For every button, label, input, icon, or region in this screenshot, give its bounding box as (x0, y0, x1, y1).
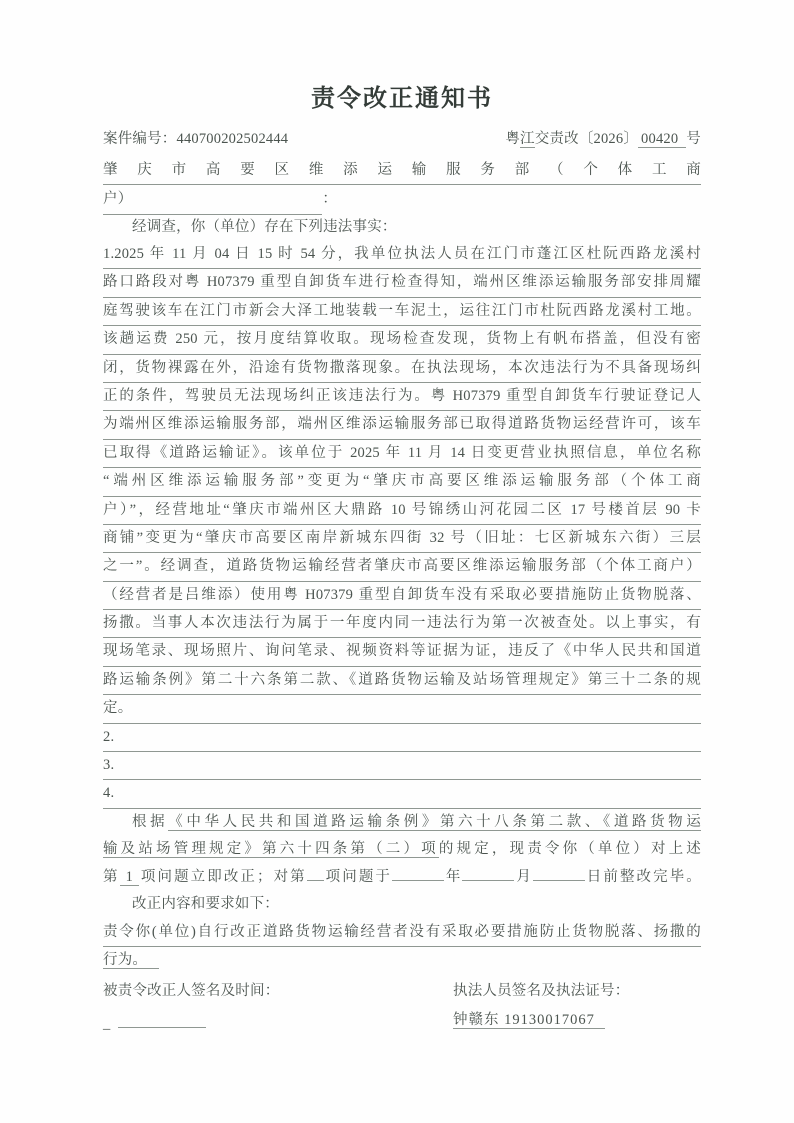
intro-paragraph: 经调查，你（单位）存在下列违法事实： (132, 219, 397, 235)
fact-line: 该趟运费 250 元，按月度结算收取。现场检查发现，货物上有帆布搭盖，但没有密 (103, 326, 701, 354)
case-number-value: 440700202502444 (176, 131, 289, 147)
fact-line: 为端州区维添运输服务部，端州区维添运输服务部已取得道路货物运经营许可，该车 (103, 411, 701, 439)
doc-number-serial: 00420 (638, 131, 686, 148)
officer-signature (453, 1005, 701, 1035)
doc-number-suffix: 号 (686, 131, 701, 147)
legal-after-citation: 的规定，现责令你（单位）对上述 (438, 841, 701, 858)
fact-line: 1.2025 年 11 月 04 日 15 时 54 分，我单位执法人员在江门市蓬江区杜阮西路龙溪村 (103, 241, 701, 269)
fact-line: 扬撒。当事人本次违法行为属于一年度内同一违法行为第一次被查处。以上事实，有 (103, 610, 701, 638)
fact-line: 路运输条例》第二十六条第二款、《道路货物运输及站场管理规定》第三十二条的规 (103, 667, 701, 695)
recipient-name-continuation: 户） (103, 191, 133, 207)
recipient-blank-line (132, 202, 322, 203)
fact-line: 闭，货物裸露在外，沿途有货物撒落现象。在执法现场，本次违法行为不具备现场纠 (103, 355, 701, 383)
case-number-label: 案件编号： (103, 131, 177, 147)
document-content (103, 84, 701, 1035)
order-seg1: 第 (103, 868, 120, 885)
blank-year-field (392, 867, 444, 881)
signature-mark: _ (103, 1015, 111, 1032)
fact-line: 商铺”变更为“肇庆市高要区南岸新城东四街 32 号（旧址：七区新城东六街）三层 (103, 525, 701, 553)
legal-basis-line2 (103, 836, 701, 864)
legal-citation-part2: 输及站场管理规定》第六十四条第（二）项 (103, 841, 439, 858)
fact-line: 已取得《道路运输证》。该单位于 2025 年 11 月 14 日变更营业执照信息，单位名称 (103, 440, 701, 468)
correction-content-line1: 责令你(单位)自行改正道路货物运输经营者没有采取必要措施防止货物脱落、扬撒的 (103, 919, 701, 947)
officer-signature-label: 执法人员签名及执法证号： (453, 982, 630, 999)
empty-item-3: 3. (103, 752, 701, 780)
legal-basis-line1 (103, 809, 701, 837)
year-label: 年 (443, 868, 463, 885)
correction-content-end: 行为。 (103, 952, 159, 969)
correction-content-line2 (103, 947, 701, 975)
fact-line: 户）”，经营地址“肇庆市端州区大鼎路 10 号锦绣山河花园二区 17 号楼首层 90 卡 (103, 497, 701, 525)
recipient-name-line1: 肇庆市高要区维添运输服务部（个体工商 (103, 156, 701, 185)
fact-line: 正的条件，驾驶员无法现场纠正该违法行为。粤 H07379 重型自卸货车行驶证登记人 (103, 383, 701, 411)
recipient-colon: ： (322, 191, 338, 207)
doc-number-mid: 交责改〔2026〕 (534, 131, 639, 147)
correction-heading: 改正内容和要求如下： (132, 896, 279, 913)
order-seg3: 项问题于 (323, 868, 392, 885)
recipient-name-line2 (103, 185, 701, 214)
corrected-party-signature-line (103, 1014, 453, 1034)
fact-line: （经营者是吕维添）使用粤 H07379 重型自卸货车没有采取必要措施防止货物脱落、 (103, 582, 701, 610)
fact-line: 庭驾驶该车在江门市新会大泽工地装载一车泥土，运往江门市杜阮西路龙溪村工地。 (103, 298, 701, 326)
fact-line: 定。 (103, 695, 701, 723)
fact-line: 路口路段对粤 H07379 重型自卸货车进行检查得知，端州区维添运输服务部安排周耀 (103, 269, 701, 297)
document-title: 责令改正通知书 (311, 86, 493, 112)
blank-item-field (307, 867, 324, 881)
legal-prefix: 根据 (132, 813, 169, 830)
blank-day-field (533, 867, 585, 881)
order-item-number: 1 (120, 869, 139, 886)
signature-section (103, 977, 701, 1035)
doc-number-prefix: 粤 (505, 131, 521, 147)
order-seg6: 日前整改完毕。 (584, 868, 702, 885)
month-label: 月 (514, 868, 533, 885)
empty-item-2: 2. (103, 724, 701, 752)
fact-line: 现场笔录、现场照片、询问笔录、视频资料等证据为证，违反了《中华人民共和国道 (103, 638, 701, 666)
fact-line: 之一”。经调查，道路货物运输经营者肇庆市高要区维添运输服务部（个体工商户） (103, 553, 701, 581)
officer-name-and-id: 钟赣东 19130017067 (453, 1012, 605, 1029)
corrected-party-signature-label: 被责令改正人签名及时间： (103, 982, 280, 999)
case-number-row (103, 127, 701, 151)
legal-citation-part1: 《中华人民共和国道路运输条例》第六十八条第二款、《道路货物运 (168, 813, 701, 830)
case-number (103, 127, 288, 151)
empty-item-4: 4. (103, 780, 701, 808)
blank-month-field (462, 867, 514, 881)
doc-number (505, 127, 701, 151)
signature-right-column (453, 977, 701, 1035)
legal-order-line (103, 864, 701, 892)
fact-line: “端州区维添运输服务部”变更为“肇庆市高要区维添运输服务部（个体工商 (103, 468, 701, 496)
order-seg2: 项问题立即改正；对第 (139, 868, 307, 885)
signature-left-column (103, 977, 453, 1035)
blank-signature-field (118, 1014, 206, 1028)
doc-number-region: 江 (520, 131, 535, 147)
